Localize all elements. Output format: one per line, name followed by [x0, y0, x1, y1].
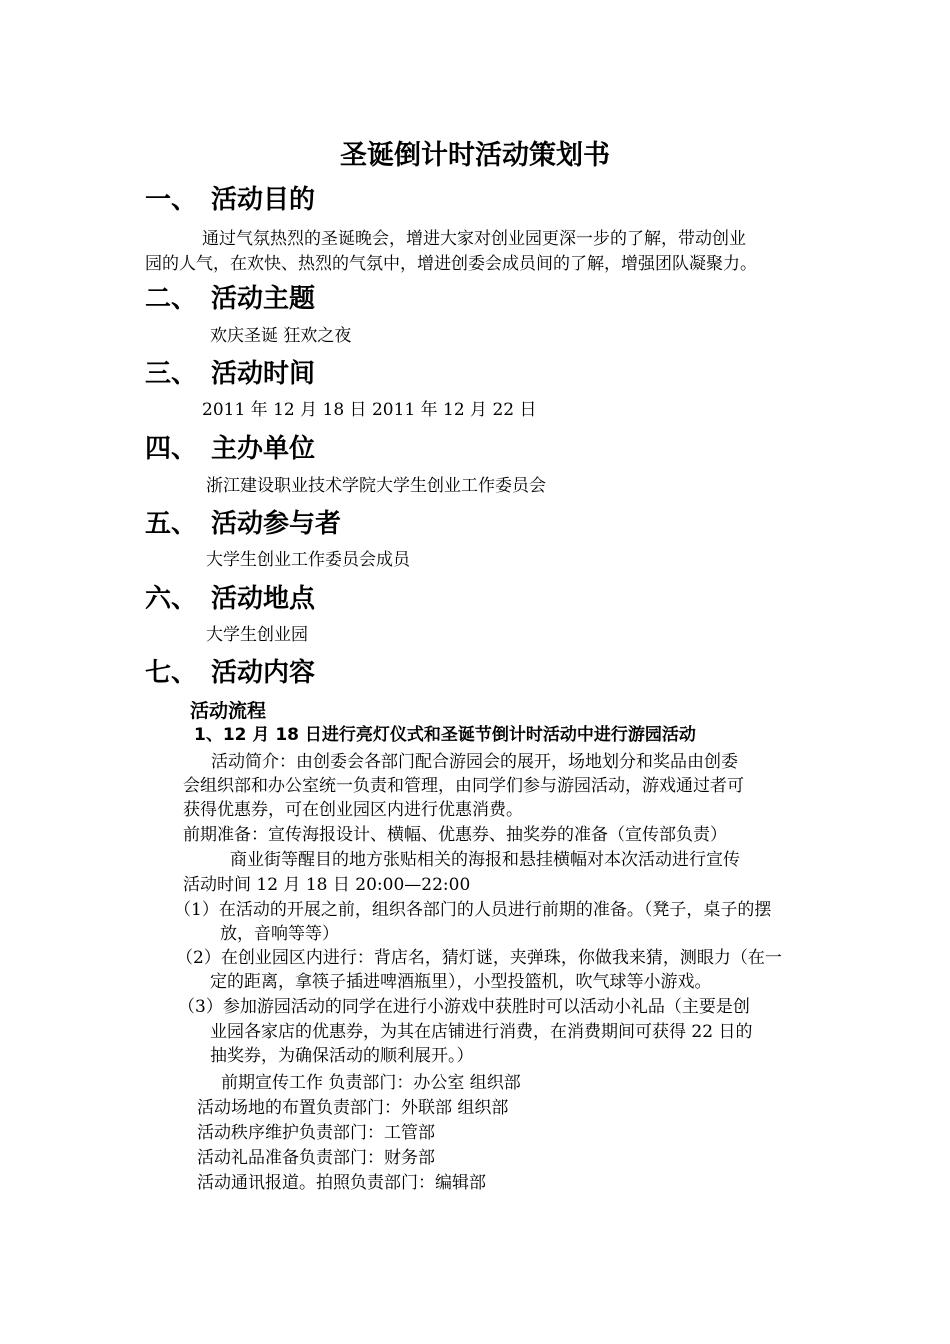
- theme-text: 欢庆圣诞 狂欢之夜: [210, 326, 352, 346]
- section-title: 主办单位: [211, 434, 316, 464]
- flow-item-heading: 1、12 月 18 日进行亮灯仪式和圣诞节倒计时活动中进行游园活动: [194, 725, 696, 745]
- document-title: 圣诞倒计时活动策划书: [340, 140, 610, 171]
- section-heading-theme: [145, 282, 315, 316]
- step-text-line: 业园各家店的优惠券，为其在店铺进行消费，在消费期间可获得 22 日的: [210, 1022, 753, 1042]
- duty-text-line: 活动礼品准备负责部门：财务部: [197, 1148, 435, 1168]
- step-text-line: （1）在活动的开展之前，组织各部门的人员进行前期的准备。（凳子，桌子的摆: [174, 900, 772, 920]
- section-title: 活动目的: [211, 185, 316, 215]
- section-title: 活动主题: [211, 284, 316, 314]
- duty-text-line: 前期宣传工作 负责部门：办公室 组织部: [221, 1073, 521, 1093]
- step-text-line: 抽奖券，为确保活动的顺利展开。）: [210, 1046, 474, 1066]
- section-heading-participants: [145, 507, 341, 541]
- organizer-text: 浙江建设职业技术学院大学生创业工作委员会: [206, 476, 546, 496]
- section-heading-organizer: [145, 432, 315, 466]
- section-number: 七、: [145, 658, 198, 688]
- section-heading-purpose: [145, 183, 315, 217]
- time-text: 2011 年 12 月 18 日 2011 年 12 月 22 日: [202, 400, 537, 420]
- intro-text-line: 活动简介：由创委会各部门配合游园会的展开，场地划分和奖品由创委: [211, 752, 738, 772]
- flow-subheading: 活动流程: [190, 700, 267, 722]
- section-heading-content: [145, 656, 315, 690]
- location-text: 大学生创业园: [206, 625, 308, 645]
- prep-text-line: 商业街等醒目的地方张贴相关的海报和悬挂横幅对本次活动进行宣传: [230, 850, 740, 870]
- section-title: 活动地点: [211, 584, 316, 614]
- section-number: 五、: [145, 509, 198, 539]
- section-number: 三、: [145, 359, 198, 389]
- participants-text: 大学生创业工作委员会成员: [206, 550, 410, 570]
- purpose-text-line: 园的人气，在欢快、热烈的气氛中，增进创委会成员间的了解，增强团队凝聚力。: [145, 254, 757, 274]
- section-title: 活动参与者: [211, 509, 342, 539]
- duty-text-line: 活动通讯报道。拍照负责部门：编辑部: [197, 1173, 486, 1193]
- purpose-text-line: 通过气氛热烈的圣诞晚会，增进大家对创业园更深一步的了解，带动创业: [202, 229, 746, 249]
- step-text-line: 定的距离，拿筷子插进啤酒瓶里），小型投篮机，吹气球等小游戏。: [210, 972, 712, 992]
- section-number: 一、: [145, 185, 198, 215]
- section-heading-location: [145, 582, 315, 616]
- duty-text-line: 活动秩序维护负责部门：工管部: [197, 1123, 435, 1143]
- section-heading-time: [145, 357, 315, 391]
- section-title: 活动内容: [211, 658, 316, 688]
- prep-text-line: 前期准备：宣传海报设计、横幅、优惠券、抽奖券的准备（宣传部负责）: [183, 825, 727, 845]
- intro-text-line: 获得优惠券，可在创业园区内进行优惠消费。: [183, 800, 523, 820]
- step-text-line: （3）参加游园活动的同学在进行小游戏中获胜时可以活动小礼品（主要是创: [178, 997, 750, 1017]
- section-title: 活动时间: [211, 359, 316, 389]
- event-time-text: 活动时间 12 月 18 日 20:00—22:00: [183, 875, 471, 895]
- step-text-line: （2）在创业园区内进行：背店名，猜灯谜，夹弹珠，你做我来猜，测眼力（在一: [176, 948, 782, 968]
- duty-text-line: 活动场地的布置负责部门：外联部 组织部: [197, 1098, 509, 1118]
- section-number: 六、: [145, 584, 198, 614]
- section-number: 二、: [145, 284, 198, 314]
- intro-text-line: 会组织部和办公室统一负责和管理，由同学们参与游园活动，游戏通过者可: [183, 776, 744, 796]
- section-number: 四、: [145, 434, 198, 464]
- step-text-line: 放，音响等等）: [220, 924, 339, 944]
